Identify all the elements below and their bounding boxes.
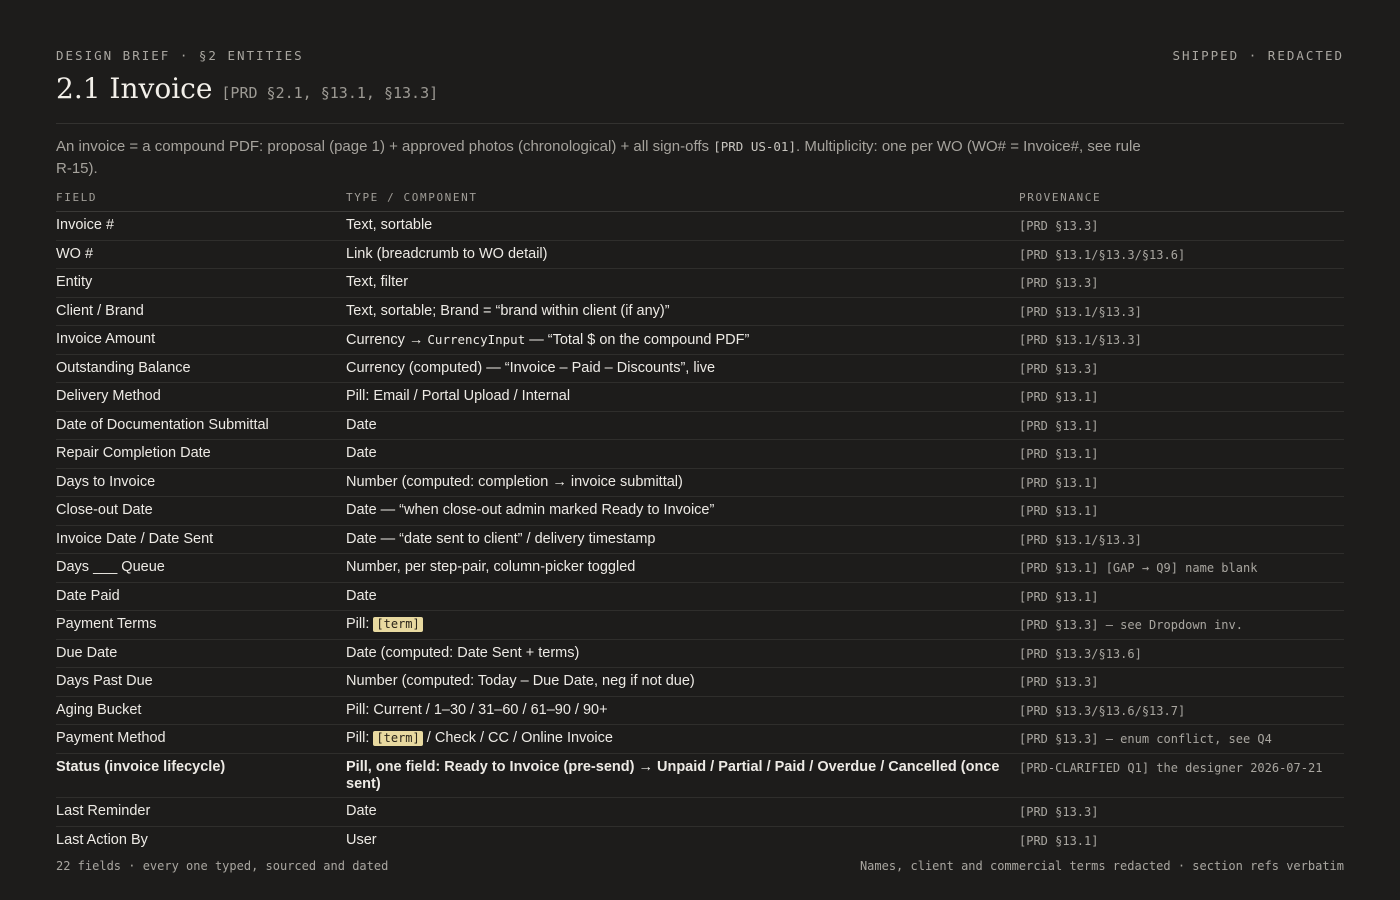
field-name: Client / Brand xyxy=(56,302,144,319)
table-row xyxy=(56,526,1344,555)
field-provenance: [PRD §13.1] xyxy=(1019,447,1099,461)
field-type-text: Currency → xyxy=(346,332,428,348)
field-provenance: [PRD §13.1] xyxy=(1019,390,1099,404)
table-row xyxy=(56,355,1344,384)
field-name: Date Paid xyxy=(56,587,120,604)
field-provenance: [PRD §13.1] xyxy=(1019,589,1099,604)
table-row xyxy=(56,697,1344,726)
table-row xyxy=(56,668,1344,697)
field-type: Date xyxy=(346,416,377,433)
field-provenance: [PRD §13.1] xyxy=(1019,504,1099,518)
field-type: Number (computed: Today – Due Date, neg if not due) xyxy=(346,673,695,689)
table-row xyxy=(56,611,1344,640)
field-name: Days Past Due xyxy=(56,673,153,689)
component-name: CurrencyInput xyxy=(427,332,526,347)
field-type: User xyxy=(346,831,377,848)
field-type xyxy=(346,730,1001,747)
field-name: Payment Terms xyxy=(56,616,157,632)
field-provenance: [PRD §13.3] xyxy=(1019,361,1099,376)
term-placeholder-badge: [term] xyxy=(373,731,422,746)
field-provenance: [PRD §13.3] xyxy=(1019,219,1099,233)
field-type: Pill: Current / 1–30 / 31–60 / 61–90 / 90+ xyxy=(346,701,608,718)
field-provenance: [PRD §13.3/§13.6] xyxy=(1019,646,1142,661)
table-row xyxy=(56,754,1344,799)
field-name: Aging Bucket xyxy=(56,701,142,718)
table-row xyxy=(56,554,1344,583)
eyebrow-section: DESIGN BRIEF · §2 ENTITIES xyxy=(56,48,304,63)
field-type: Date (computed: Date Sent + terms) xyxy=(346,644,580,661)
field-type: Link (breadcrumb to WO detail) xyxy=(346,245,548,262)
field-name: Delivery Method xyxy=(56,388,161,404)
table-row xyxy=(56,469,1344,498)
field-name: Status (invoice lifecycle) xyxy=(56,758,226,775)
intro-reference: [PRD US-01] xyxy=(713,139,796,154)
field-name: Close-out Date xyxy=(56,502,153,518)
column-header-provenance: PROVENANCE xyxy=(1019,191,1102,204)
field-name: Last Reminder xyxy=(56,803,151,819)
field-type: Text, filter xyxy=(346,274,409,290)
column-header-type: TYPE / COMPONENT xyxy=(346,191,478,204)
column-header-field: FIELD xyxy=(56,191,98,204)
intro-text-1: An invoice = a compound PDF: proposal (page 1) + approved photos (chronological) + all sign-offs xyxy=(56,138,714,155)
field-name: Repair Completion Date xyxy=(56,445,211,461)
intro-paragraph xyxy=(56,136,1156,180)
field-type-text: Pill: xyxy=(346,730,374,746)
table-row xyxy=(56,269,1344,298)
field-provenance: [PRD §13.1/§13.3/§13.6] xyxy=(1019,247,1186,262)
footer-field-count: 22 fields · every one typed, sourced and dated xyxy=(56,859,389,873)
table-row xyxy=(56,298,1344,327)
field-type: Date — “when close-out admin marked Ready to Invoice” xyxy=(346,502,715,518)
field-name: Date of Documentation Submittal xyxy=(56,416,269,433)
field-provenance: [PRD §13.3/§13.6/§13.7] xyxy=(1019,703,1186,718)
fields-table xyxy=(56,212,1344,854)
design-brief-page xyxy=(56,0,1344,900)
table-row xyxy=(56,241,1344,270)
field-type xyxy=(346,331,1001,349)
field-provenance: [PRD §13.1/§13.3] xyxy=(1019,304,1142,319)
field-type: Date xyxy=(346,587,377,604)
footer xyxy=(56,859,1344,873)
field-type: Number (computed: completion → invoice submittal) xyxy=(346,473,683,490)
field-provenance: [PRD §13.1] [GAP → Q9] name blank xyxy=(1019,561,1258,575)
table-row xyxy=(56,640,1344,669)
field-type: Number, per step-pair, column-picker toggled xyxy=(346,559,636,575)
field-type: Pill: Email / Portal Upload / Internal xyxy=(346,388,571,404)
table-row xyxy=(56,212,1344,241)
field-type: Text, sortable xyxy=(346,217,433,233)
field-name: Invoice Amount xyxy=(56,331,156,347)
eyebrow-status: SHIPPED · REDACTED xyxy=(1172,48,1344,63)
footer-redaction-note: Names, client and commercial terms redacted · section refs verbatim xyxy=(859,859,1344,873)
title-references: [PRD §2.1, §13.1, §13.3] xyxy=(221,84,439,102)
table-row xyxy=(56,827,1344,855)
field-provenance: [PRD §13.1] xyxy=(1019,418,1099,433)
field-type: Text, sortable; Brand = “brand within client (if any)” xyxy=(346,302,670,319)
field-provenance: [PRD §13.3] xyxy=(1019,276,1099,290)
table-row xyxy=(56,383,1344,412)
field-provenance: [PRD §13.3] xyxy=(1019,675,1099,689)
field-name: Last Action By xyxy=(56,831,148,848)
title-row xyxy=(56,72,438,105)
field-provenance: [PRD §13.1/§13.3] xyxy=(1019,333,1142,347)
table-row xyxy=(56,497,1344,526)
field-name: Days ___ Queue xyxy=(56,559,165,575)
field-type-text: — “Total $ on the compound PDF” xyxy=(525,332,750,348)
table-header xyxy=(56,190,1344,212)
intro-text-2: . Multiplicity: one per WO (WO# = Invoice#, see rule R-15). xyxy=(56,138,1141,177)
page-title: 2.1 Invoice xyxy=(56,72,213,105)
field-type: Date xyxy=(346,803,377,819)
field-provenance: [PRD §13.1] xyxy=(1019,475,1099,490)
field-type-text: / Check / CC / Online Invoice xyxy=(422,730,613,746)
table-row xyxy=(56,440,1344,469)
table-row xyxy=(56,725,1344,754)
field-name: Invoice Date / Date Sent xyxy=(56,530,214,547)
field-provenance: [PRD §13.1/§13.3] xyxy=(1019,532,1142,547)
field-provenance: [PRD §13.1] xyxy=(1019,833,1099,848)
eyebrow xyxy=(56,48,1344,63)
field-name: Days to Invoice xyxy=(56,473,156,490)
field-name: WO # xyxy=(56,245,94,262)
field-provenance: [PRD §13.3] xyxy=(1019,805,1099,819)
field-name: Due Date xyxy=(56,644,118,661)
field-provenance: [PRD §13.3] — enum conflict, see Q4 xyxy=(1019,732,1272,746)
field-provenance: [PRD §13.3] — see Dropdown inv. xyxy=(1019,618,1243,632)
term-placeholder-badge: [term] xyxy=(373,617,422,632)
table-row xyxy=(56,583,1344,612)
field-type: Date — “date sent to client” / delivery timestamp xyxy=(346,530,656,547)
field-name: Outstanding Balance xyxy=(56,359,191,376)
field-name: Entity xyxy=(56,274,93,290)
field-name: Invoice # xyxy=(56,217,115,233)
field-type: Pill, one field: Ready to Invoice (pre-send) → Unpaid / Partial / Paid / Overdue / Cancelled (once sent) xyxy=(346,758,1000,792)
field-type: Currency (computed) — “Invoice – Paid – Discounts”, live xyxy=(346,359,716,376)
field-provenance: [PRD-CLARIFIED Q1] the designer 2026-07-21 xyxy=(1019,760,1323,775)
field-type: Date xyxy=(346,445,377,461)
field-type xyxy=(346,616,1001,633)
table-row xyxy=(56,798,1344,827)
table-row xyxy=(56,412,1344,441)
divider xyxy=(56,123,1344,124)
field-name: Payment Method xyxy=(56,730,166,746)
table-row xyxy=(56,326,1344,355)
field-type-text: Pill: xyxy=(346,616,374,632)
